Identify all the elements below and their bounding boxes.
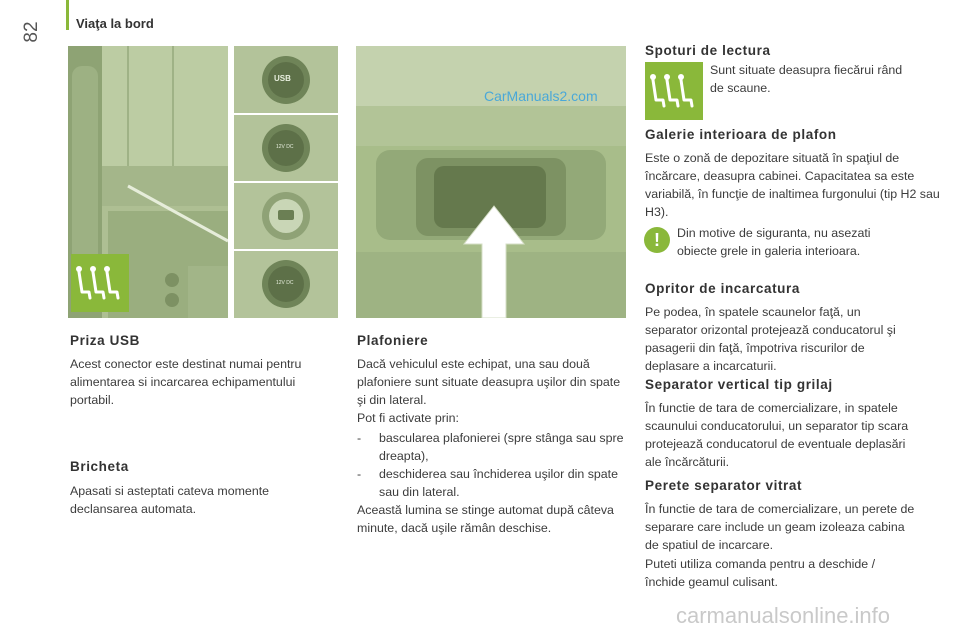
ceiling-lights-title: Plafoniere [357,333,429,348]
sockets-image [234,46,338,318]
list-item [357,429,627,465]
cab-interior-image [68,46,228,318]
stop-text: Pe podea, în spatele scaunelor faţă, un separator orizontal protejează conducatorul şi pasagerii din faţă, împotriva riscurilor de deplasare a incarcaturii. [645,305,896,373]
watermark: CarManuals2.com [484,88,598,104]
list-item [357,465,627,501]
12v-socket-label-a: 12V DC [276,144,294,150]
grid-title: Separator vertical tip grilaj [645,377,833,392]
stop-title: Opritor de incarcatura [645,281,800,296]
spot-title: Spoturi de lectura [645,43,771,58]
glass-text: În functie de tara de comercializare, un perete de separare care include un geam izoleaza cabina de spatiul de incarcare. [645,502,915,552]
list-item-text: deschiderea sau închiderea uşilor din spate sau din lateral. [379,467,619,499]
list-dash: - [357,431,362,445]
list-dash: - [357,467,362,481]
usb-socket-label: USB [274,74,291,83]
section-title: Viaţa la bord [76,16,154,31]
usb-text: Acest conector este destinat numai pentru alimentarea si incarcarea echipamentului portabil. [70,357,302,407]
glass-title: Perete separator vitrat [645,478,803,493]
grid-text: În functie de tara de comercializare, in spatele scaunului conducatorului, un separator tip scara protejează conducatorul de eventuale deplasări ale încărcăturii. [645,401,909,469]
site-watermark: carmanualsonline.info [676,603,891,628]
warning-text: Din motive de siguranta, nu asezati obiecte grele in galeria interioara. [677,226,871,258]
gallery-title: Galerie interioara de plafon [645,127,837,142]
lighter-title: Bricheta [70,459,129,474]
gallery-text: Este o zonă de depozitare situată în spaţiul de încărcare, deasupra cabinei. Capacitatea sa este variabilă, în funcţie de inaltimea furgonului (tip H2 sau H3). [645,151,940,219]
header-accent-bar [66,0,69,30]
reading-spot-seats-icon [645,62,703,120]
ceiling-light-image [356,46,626,318]
seats-icon [71,254,129,312]
glass-text2: Puteti utiliza comanda pentru a deschide / închide geamul culisant. [645,557,876,589]
ceiling-lights-p3: Această lumina se stinge automat după câteva minute, dacă uşile rămân deschise. [357,503,614,535]
usb-title: Priza USB [70,333,140,348]
ceiling-lights-p2: Pot fi activate prin: [357,411,459,425]
spot-text: Sunt situate deasupra fiecărui rând de scaune. [710,63,903,95]
page-number: 82 [21,21,42,43]
lighter-text: Apasati si asteptati cateva momente declansarea automata. [70,484,270,516]
list-item-text: bascularea plafonierei (spre stânga sau spre dreapta), [379,431,624,463]
12v-socket-label-b: 12V DC [276,280,294,286]
warning-icon: ! [644,227,670,253]
ceiling-lights-p1: Dacă vehiculul este echipat, una sau două plafoniere sunt situate deasupra uşilor din spate şi din lateral. [357,357,621,407]
